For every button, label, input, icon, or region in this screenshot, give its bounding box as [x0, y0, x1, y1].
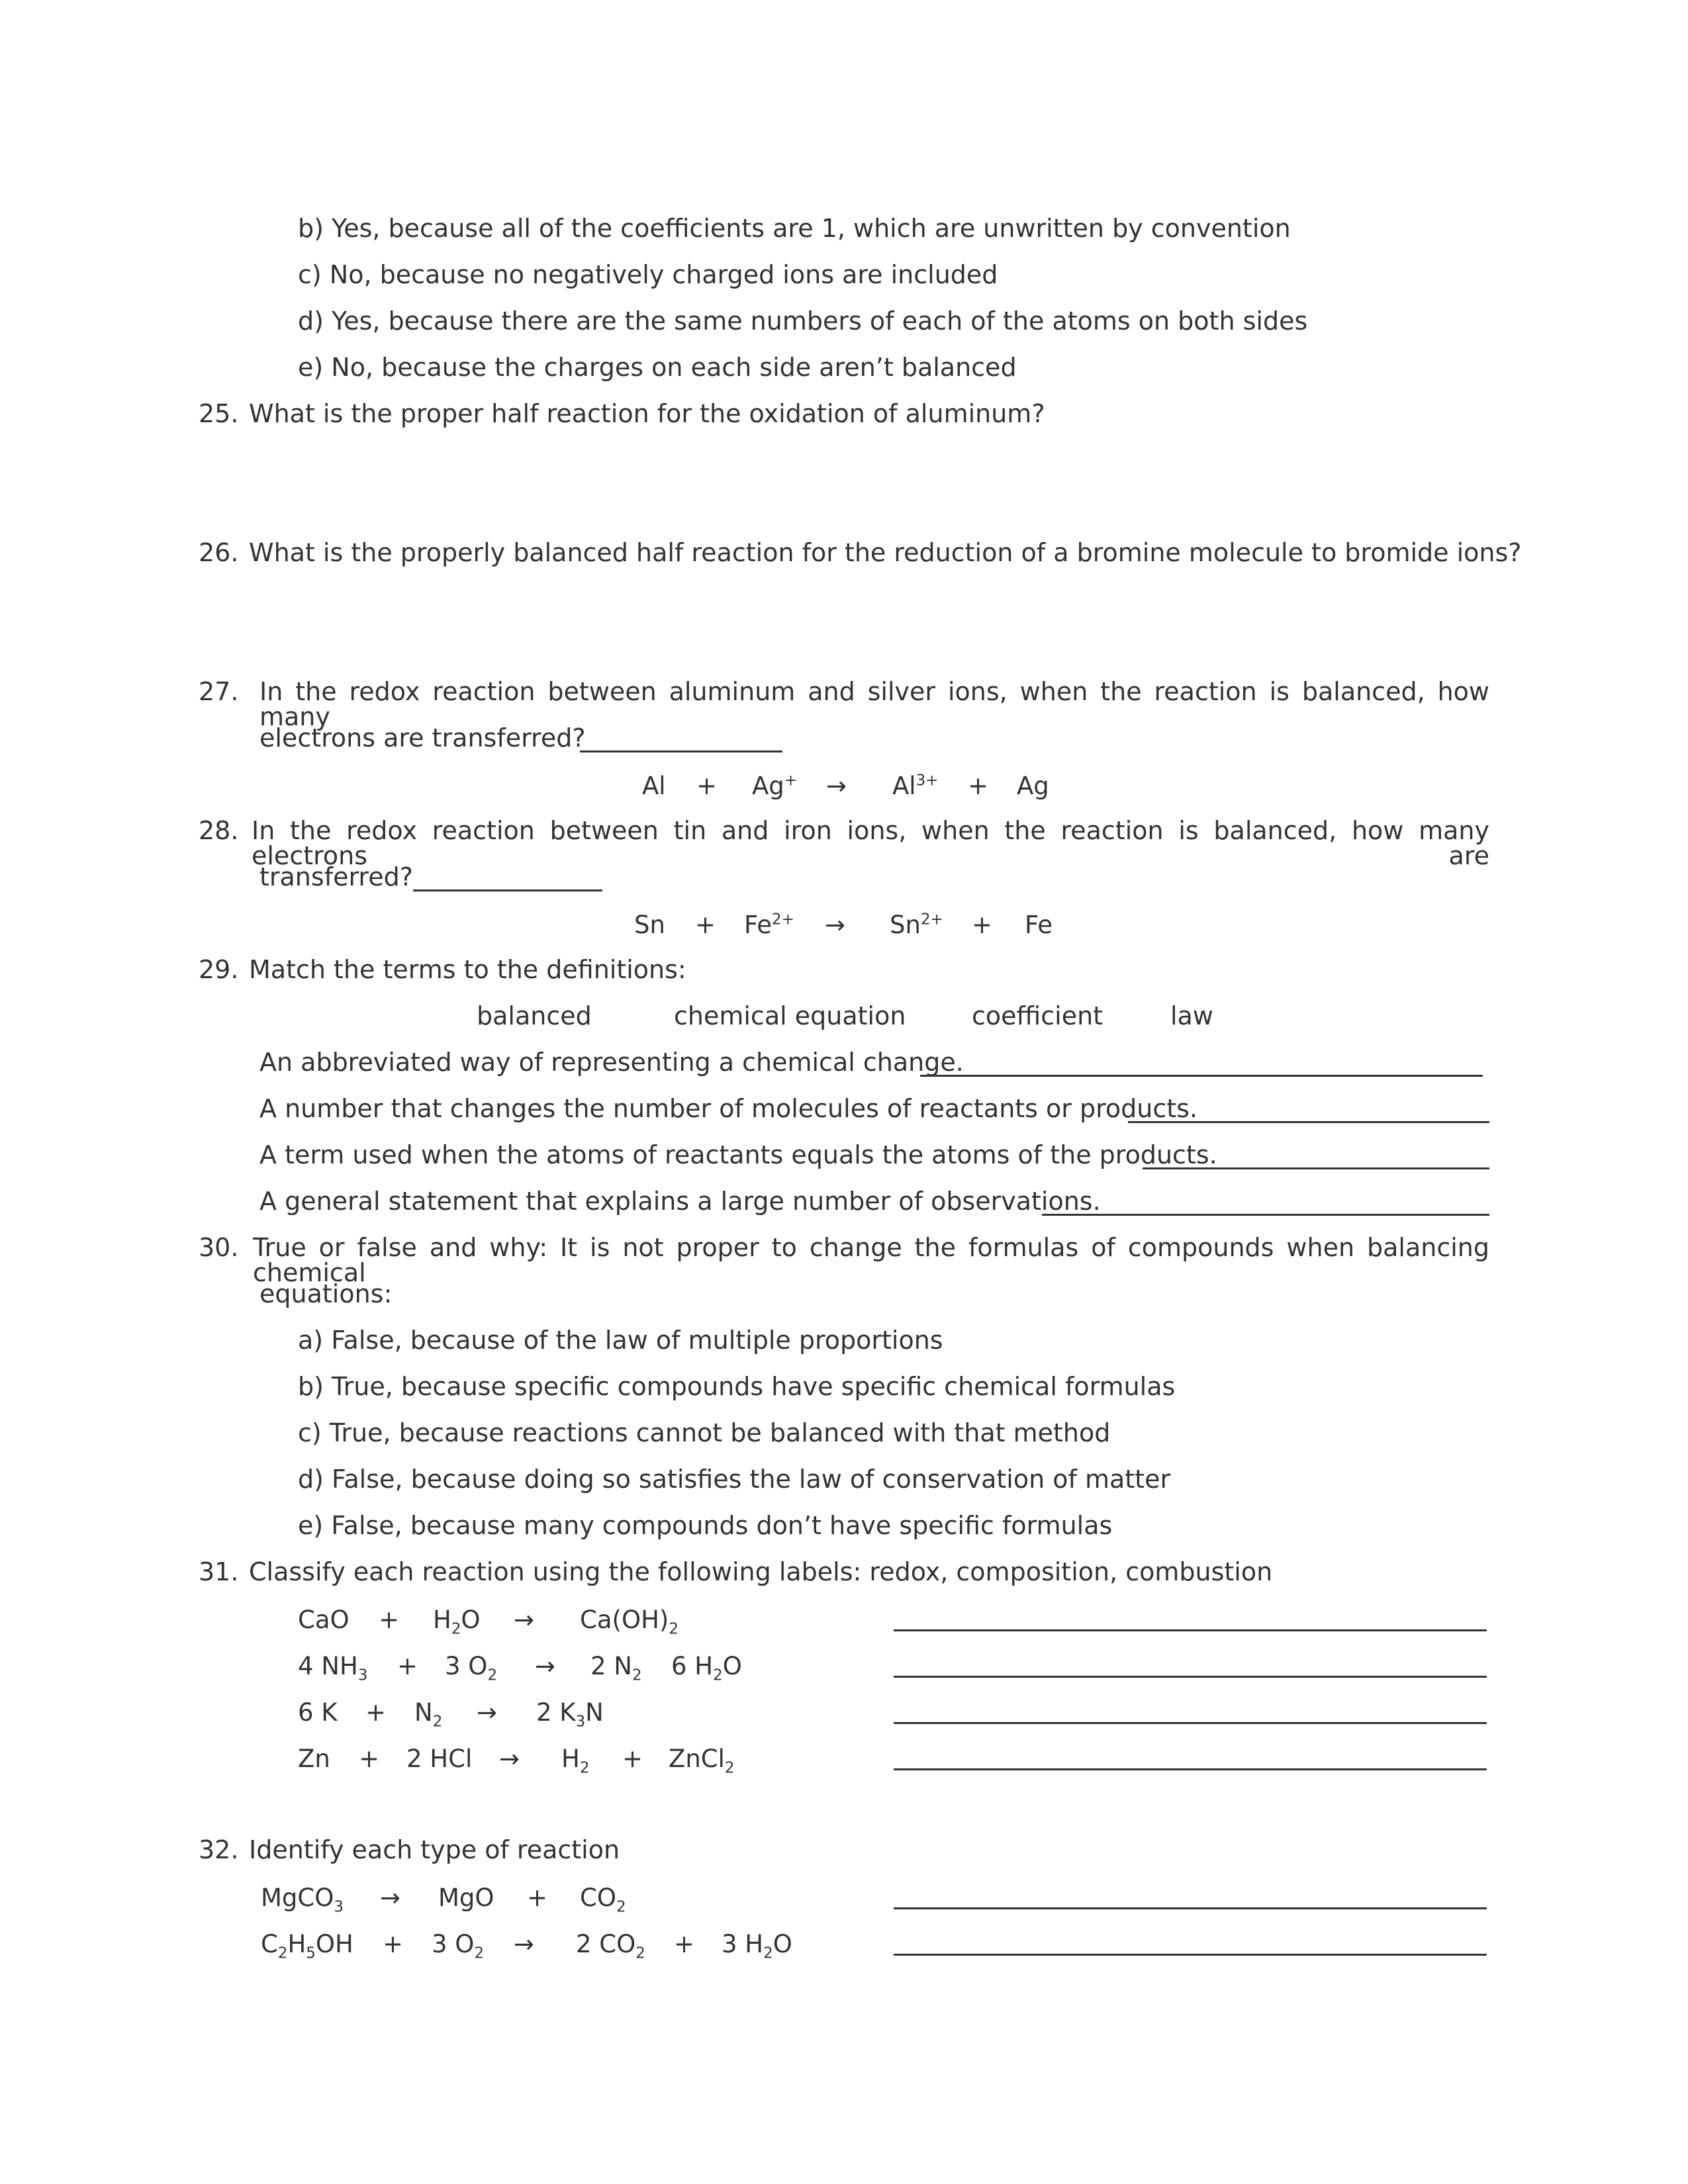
- q30-line2: equations:: [259, 1279, 393, 1308]
- q28-product-fe: Fe: [1025, 911, 1053, 939]
- q29-text: Match the terms to the definitions:: [249, 955, 686, 984]
- q27-line2: electrons are transferred?: [259, 723, 586, 752]
- q27-number: 27.: [199, 677, 239, 706]
- reaction-arrow-icon: →: [380, 1884, 401, 1912]
- term-chemical-equation: chemical equation: [674, 1001, 906, 1030]
- q28-plus-1: +: [695, 911, 716, 939]
- q26-number: 26.: [199, 538, 239, 567]
- q31-reaction-4-blank[interactable]: [894, 1768, 1487, 1770]
- q27-reactant-al: Al: [642, 772, 666, 800]
- q27-product-al3: $Al^{3+}$: [892, 772, 939, 800]
- q31-reaction-2-blank[interactable]: [894, 1676, 1487, 1678]
- definition-3-blank[interactable]: [1143, 1167, 1489, 1169]
- q30-option-a: a) False, because of the law of multiple proportions: [298, 1326, 943, 1355]
- q32-number: 32.: [199, 1835, 239, 1864]
- q30-number: 30.: [199, 1233, 239, 1262]
- q24-option-c: c) No, because no negatively charged ions are included: [298, 260, 998, 289]
- q27-line1: In the redox reaction between aluminum and silver ions, when the reaction is balanced, how many: [259, 677, 1489, 731]
- reaction-arrow-icon: →: [499, 1745, 520, 1773]
- definition-4-blank[interactable]: [1042, 1214, 1489, 1216]
- q30-option-c: c) True, because reactions cannot be balanced with that method: [298, 1418, 1111, 1447]
- q28-line1: In the redox reaction between tin and iron ions, when the reaction is balanced, how many electrons are: [252, 816, 1489, 870]
- q27-plus-2: +: [968, 772, 989, 800]
- q27-reactant-ag: Ag+: [752, 772, 798, 800]
- q29-number: 29.: [199, 955, 239, 984]
- q32-text: Identify each type of reaction: [249, 1835, 620, 1864]
- q30-line1: True or false and why: It is not proper to change the formulas of compounds when balancing chemical: [253, 1233, 1489, 1287]
- q24-option-b: b) Yes, because all of the coefficients are 1, which are unwritten by convention: [298, 214, 1291, 243]
- q26-text: What is the properly balanced half reaction for the reduction of a bromine molecule to bromide ions?: [249, 538, 1522, 567]
- q30-option-b: b) True, because specific compounds have specific chemical formulas: [298, 1372, 1176, 1401]
- q28-number: 28.: [199, 816, 239, 845]
- q28-reactant-fe2: $Fe^{2+}$: [744, 911, 794, 939]
- reaction-arrow-icon: →: [535, 1652, 556, 1680]
- q28-reactant-sn: Sn: [634, 911, 665, 939]
- q27-product-ag: Ag: [1017, 772, 1049, 800]
- q28-answer-blank[interactable]: [413, 889, 602, 891]
- q31-text: Classify each reaction using the following labels: redox, composition, combustion: [249, 1557, 1273, 1586]
- q25-text: What is the proper half reaction for the oxidation of aluminum?: [249, 399, 1045, 428]
- q31-number: 31.: [199, 1557, 239, 1586]
- definition-3: A term used when the atoms of reactants equals the atoms of the products.: [259, 1140, 1217, 1169]
- reaction-arrow-icon: →: [514, 1606, 535, 1634]
- q28-plus-2: +: [972, 911, 993, 939]
- q24-option-e: e) No, because the charges on each side aren’t balanced: [298, 353, 1017, 382]
- reaction-arrow-icon: →: [514, 1930, 535, 1958]
- q30-option-e: e) False, because many compounds don’t have specific formulas: [298, 1511, 1113, 1540]
- q24-option-d: d) Yes, because there are the same numbers of each of the atoms on both sides: [298, 306, 1308, 336]
- q31-reaction-3-blank[interactable]: [894, 1722, 1487, 1724]
- q28-line2: transferred?: [259, 862, 413, 891]
- term-coefficient: coefficient: [972, 1001, 1103, 1030]
- reaction-arrow-icon: →: [477, 1698, 498, 1727]
- definition-1: An abbreviated way of representing a chemical change.: [259, 1048, 964, 1077]
- q27-answer-blank[interactable]: [580, 751, 782, 752]
- q32-reaction-1-blank[interactable]: [894, 1907, 1487, 1909]
- definition-2-blank[interactable]: [1128, 1121, 1489, 1123]
- term-balanced: balanced: [477, 1001, 592, 1030]
- q25-number: 25.: [199, 399, 239, 428]
- term-law: law: [1170, 1001, 1213, 1030]
- q28-product-sn2: $Sn^{2+}$: [890, 911, 943, 939]
- reaction-arrow-icon: →: [825, 911, 846, 939]
- q30-option-d: d) False, because doing so satisfies the law of conservation of matter: [298, 1465, 1171, 1494]
- definition-2: A number that changes the number of molecules of reactants or products.: [259, 1094, 1198, 1123]
- q31-reaction-1-blank[interactable]: [894, 1629, 1487, 1631]
- definition-4: A general statement that explains a large number of observations.: [259, 1187, 1101, 1216]
- q32-reaction-2-blank[interactable]: [894, 1954, 1487, 1956]
- reaction-arrow-icon: →: [826, 772, 847, 800]
- q27-plus-1: +: [696, 772, 718, 800]
- definition-1-blank[interactable]: [920, 1075, 1483, 1077]
